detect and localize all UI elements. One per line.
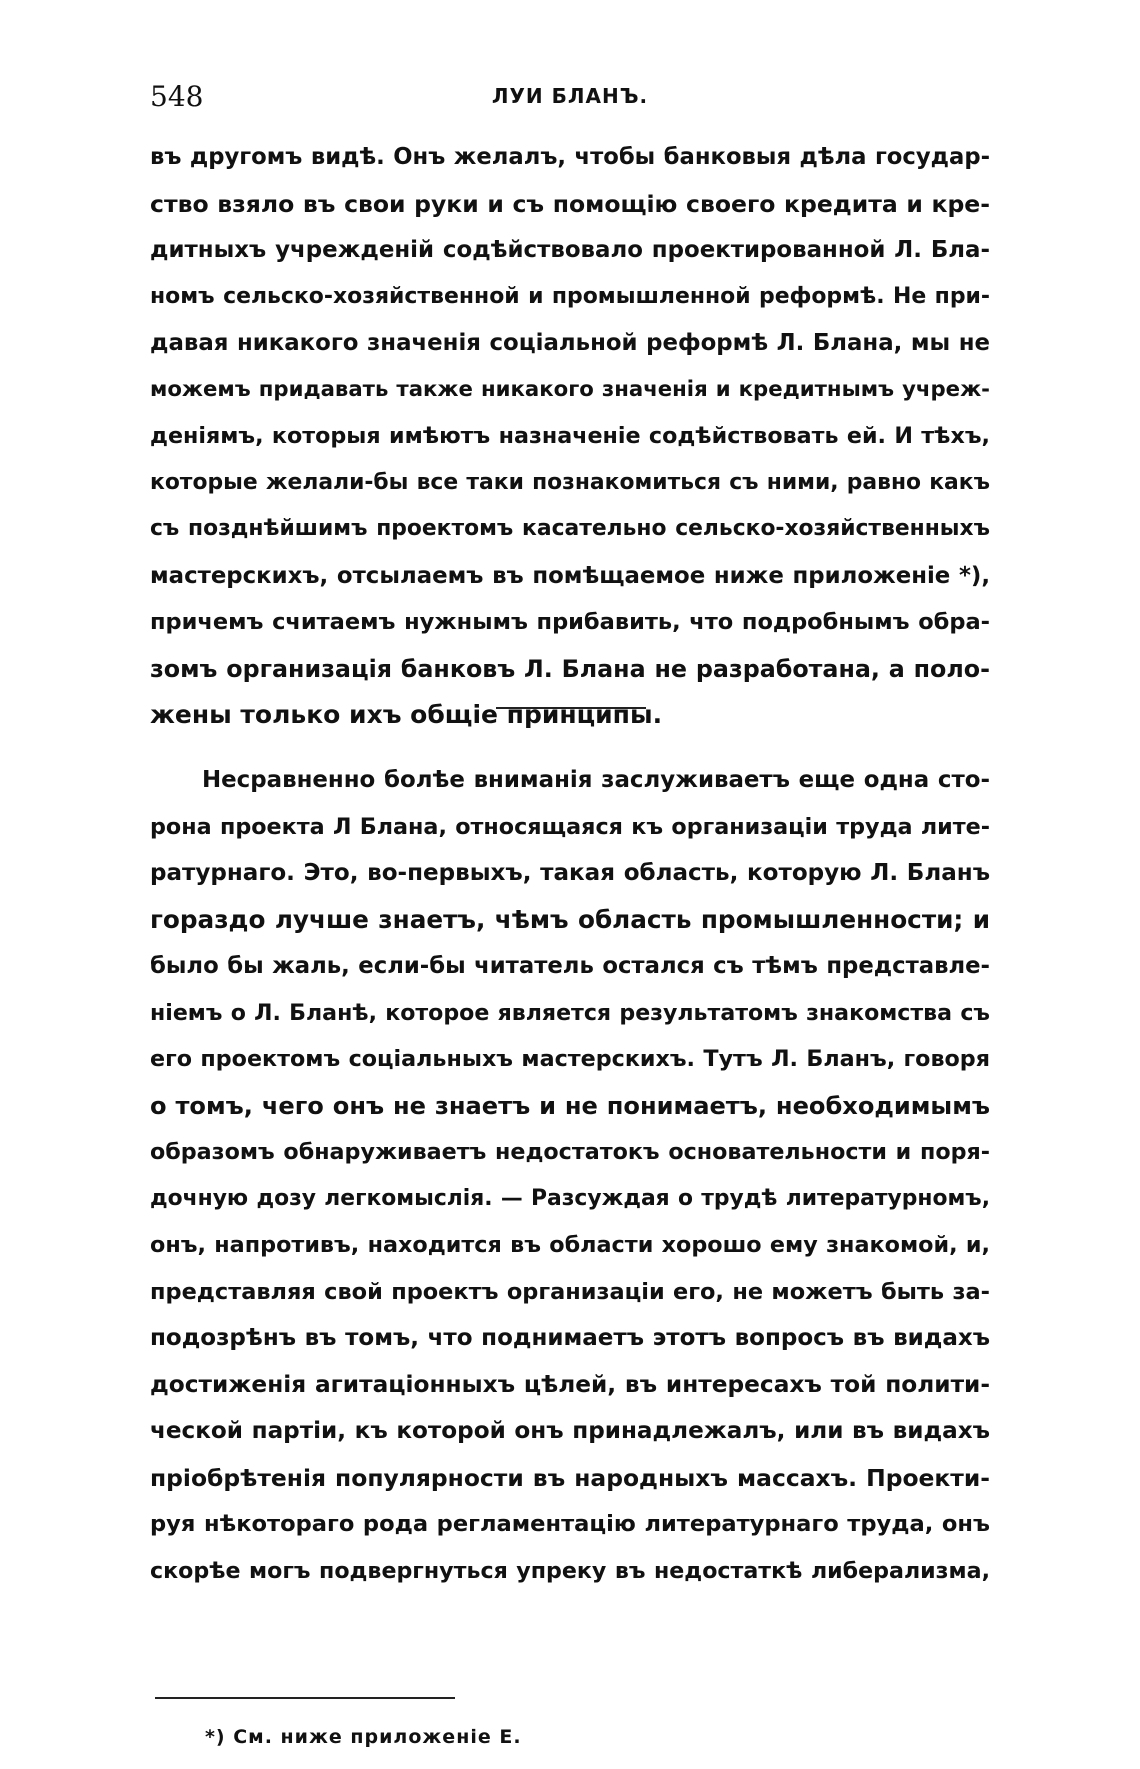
text-line: которые желали-бы все таки познакомиться съ ними, равно какъ: [150, 469, 990, 495]
text-line: можемъ придавать также никакого значенія и кредитнымъ учреж-: [150, 376, 990, 402]
text-line: рона проекта Л Блана, относящаяся къ организаціи труда лите-: [150, 813, 990, 840]
text-line: пріобрѣтенія популярности въ народныхъ массахъ. Проекти-: [150, 1463, 990, 1492]
page-number: 548: [150, 80, 204, 113]
text-line: представляя свой проектъ организаціи его, не можетъ быть за-: [150, 1278, 990, 1305]
text-line: гораздо лучше знаетъ, чѣмъ область промышленности; и: [150, 904, 990, 934]
text-line: Несравненно болѣе вниманія заслуживаетъ еще одна сто-: [202, 767, 990, 793]
text-line: достиженія агитаціонныхъ цѣлей, въ интересахъ той полити-: [150, 1370, 990, 1398]
text-line: зомъ организація банковъ Л. Блана не разработана, а поло-: [150, 654, 990, 683]
page-header: [150, 80, 990, 116]
text-line: давая никакого значенія соціальной реформѣ Л. Блана, мы не: [150, 330, 990, 356]
text-line: было бы жаль, если-бы читатель остался съ тѣмъ представле-: [150, 953, 990, 979]
text-line: въ другомъ видѣ. Онъ желалъ, чтобы банковыя дѣла государ-: [150, 144, 990, 170]
text-line: образомъ обнаруживаетъ недостатокъ основательности и поря-: [150, 1139, 990, 1165]
running-head: ЛУИ БЛАНЪ.: [491, 84, 649, 108]
footnote: *) См. ниже приложеніе Е.: [205, 1726, 522, 1748]
text-line: ство взяло въ свои руки и съ помощію своего кредита и кре-: [150, 189, 990, 218]
text-line: его проектомъ соціальныхъ мастерскихъ. Тутъ Л. Бланъ, говоря: [150, 1046, 990, 1072]
text-line: онъ, напротивъ, находится въ области хорошо ему знакомой, и,: [150, 1232, 990, 1258]
text-line: ніемъ о Л. Бланѣ, которое является результатомъ знакомства съ: [150, 999, 990, 1026]
text-line: подозрѣнъ въ томъ, что поднимаетъ этотъ вопросъ въ видахъ: [150, 1325, 990, 1351]
text-line: номъ сельско-хозяйственной и промышленной реформѣ. Не при-: [150, 283, 990, 309]
text-line: причемъ считаемъ нужнымъ прибавить, что подробнымъ обра-: [150, 609, 990, 635]
section-divider: [496, 707, 646, 709]
paragraph-1: [150, 134, 990, 739]
paragraph-2: [150, 757, 990, 1594]
text-line: деніямъ, которыя имѣютъ назначеніе содѣйствовать ей. И тѣхъ,: [150, 423, 990, 449]
footnote-divider: [155, 1697, 455, 1699]
text-line: скорѣе могъ подвергнуться упреку въ недостаткѣ либерализма,: [150, 1557, 990, 1584]
text-line: съ позднѣйшимъ проектомъ касательно сельско-хозяйственныхъ: [150, 516, 990, 541]
text-line: о томъ, чего онъ не знаетъ и не понимаетъ, необходимымъ: [150, 1091, 990, 1120]
text-line: руя нѣкотораго рода регламентацію литературнаго труда, онъ: [150, 1511, 990, 1537]
text-line: дочную дозу легкомыслія. — Разсуждая о трудѣ литературномъ,: [150, 1185, 990, 1211]
text-line: жены только ихъ общіе принципы.: [150, 700, 663, 729]
text-line: мастерскихъ, отсылаемъ въ помѣщаемое ниже приложеніе *),: [150, 562, 990, 589]
text-line: ратурнаго. Это, во-первыхъ, такая область, которую Л. Бланъ: [150, 860, 990, 886]
text-line: ческой партіи, къ которой онъ принадлежалъ, или въ видахъ: [150, 1418, 990, 1444]
text-line: дитныхъ учрежденій содѣйствовало проектированной Л. Бла-: [150, 237, 990, 263]
